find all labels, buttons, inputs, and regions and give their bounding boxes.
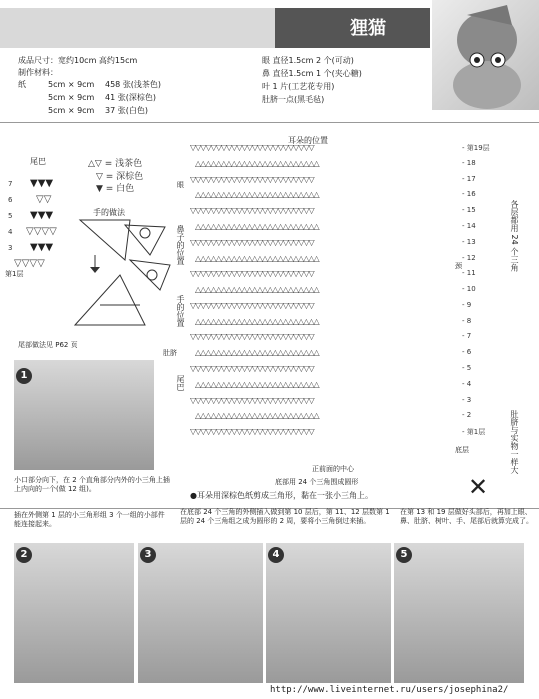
step2-photo <box>14 543 134 683</box>
triangle-row: ▽▽▽▽▽▽▽▽▽▽▽▽▽▽▽▽▽▽▽▽▽▽▽▽ <box>190 395 314 405</box>
svg-text:▼▼▼: ▼▼▼ <box>30 242 54 253</box>
hand-method-label: 手的做法 <box>93 208 125 217</box>
triangle-row: △△△△△△△△△△△△△△△△△△△△△△△△ <box>195 411 319 421</box>
row-number: - 3 <box>462 395 472 404</box>
row-number: - 7 <box>462 332 472 341</box>
row-number: - 17 <box>462 174 476 183</box>
center-label: 正前面的中心 <box>312 465 354 473</box>
triangle-row: △△△△△△△△△△△△△△△△△△△△△△△△ <box>195 316 319 326</box>
tail-position-label: 尾巴 <box>176 375 185 391</box>
step4-text: 在第 13 和 19 层做好头部后，再加上眼、鼻、肚脐、树叶、手、尾部后就算完成了。 <box>400 508 533 525</box>
nose-position-label: 鼻子的位置 <box>176 225 185 265</box>
row-number: - 9 <box>462 300 472 309</box>
row-number: - 第1层 <box>462 428 486 437</box>
triangle-row: △△△△△△△△△△△△△△△△△△△△△△△△ <box>195 158 319 168</box>
triangle-row: ▽▽▽▽▽▽▽▽▽▽▽▽▽▽▽▽▽▽▽▽▽▽▽▽ <box>190 143 314 152</box>
navel-label: 肚脐 <box>163 349 177 357</box>
right-note-bottom: 肚脐与实物一样大 <box>510 410 519 474</box>
raccoon-model-image <box>432 0 539 110</box>
paper-size-3: 5cm × 9cm <box>48 106 95 115</box>
step1-photo <box>14 360 154 470</box>
row-labels <box>462 143 507 443</box>
hand-position-label: 手的位置 <box>176 295 185 327</box>
row-number: - 10 <box>462 285 476 294</box>
triangle-row: △△△△△△△△△△△△△△△△△△△△△△△△ <box>195 285 319 295</box>
triangle-row: ▽▽▽▽▽▽▽▽▽▽▽▽▽▽▽▽▽▽▽▽▽▽▽▽ <box>190 206 314 216</box>
legend-dark: ▽ = 深棕色 <box>96 172 144 182</box>
svg-text:▽▽: ▽▽ <box>36 194 52 205</box>
bottom-layer-label: 底层 <box>455 446 469 454</box>
legend-light: △▽ = 浅茶色 <box>88 159 143 169</box>
tail-label: 尾巴 <box>30 157 46 166</box>
row-number: - 第19层 <box>462 144 490 152</box>
row-number: - 13 <box>462 237 476 246</box>
paper-count-3: 37 张(白色) <box>105 106 148 115</box>
row-number: - 6 <box>462 348 472 357</box>
triangle-row: ▽▽▽▽▽▽▽▽▽▽▽▽▽▽▽▽▽▽▽▽▽▽▽▽ <box>190 174 314 184</box>
row-number: - 4 <box>462 379 472 388</box>
triangle-row: ▽▽▽▽▽▽▽▽▽▽▽▽▽▽▽▽▽▽▽▽▽▽▽▽ <box>190 364 314 374</box>
size-line: 成品尺寸：宽约10cm 高约15cm <box>18 56 138 65</box>
finished-model-photo <box>432 0 539 110</box>
svg-text:7: 7 <box>8 180 13 188</box>
triangle-row: △△△△△△△△△△△△△△△△△△△△△△△△ <box>195 379 319 389</box>
row-number: - 15 <box>462 206 476 215</box>
svg-text:4: 4 <box>8 228 13 236</box>
page-title: 狸猫 <box>350 18 386 39</box>
triangle-row: △△△△△△△△△△△△△△△△△△△△△△△△ <box>195 221 319 231</box>
row-number: - 12 <box>462 253 476 262</box>
triangle-row: ▽▽▽▽▽▽▽▽▽▽▽▽▽▽▽▽▽▽▽▽▽▽▽▽ <box>190 427 314 437</box>
triangle-grid <box>190 143 460 443</box>
svg-text:5: 5 <box>8 212 13 220</box>
step4-photo <box>266 543 391 683</box>
bottom-note: 底部用 24 个三角围成圆形 <box>275 478 359 486</box>
step5-photo <box>394 543 524 683</box>
triangle-row: ▽▽▽▽▽▽▽▽▽▽▽▽▽▽▽▽▽▽▽▽▽▽▽▽ <box>190 237 314 247</box>
row-number: - 8 <box>462 316 472 325</box>
triangle-row: △△△△△△△△△△△△△△△△△△△△△△△△ <box>195 190 319 200</box>
ear-position-label: 耳朵的位置 <box>288 136 328 145</box>
step1-number: 1 <box>16 368 32 384</box>
neck-label: 颈 <box>455 262 462 270</box>
svg-text:▽▽▽▽: ▽▽▽▽ <box>26 226 57 237</box>
paper-count-2: 41 张(深棕色) <box>105 93 156 102</box>
paper-label: 纸 <box>18 80 26 89</box>
step1-text: 小口部分向下，在 2 个直角部分内外的小三角上插上内向的一个(做 12 组)。 <box>14 476 170 493</box>
triangle-row: △△△△△△△△△△△△△△△△△△△△△△△△ <box>195 348 319 358</box>
row-number: - 14 <box>462 221 476 230</box>
extra-eye: 眼 直径1.5cm 2 个(可动) <box>262 56 354 65</box>
row-number: - 16 <box>462 190 476 199</box>
ear-note: ●耳朵用深棕色纸剪成三角形，黏在一张小三角上。 <box>190 491 373 500</box>
step5-number: 5 <box>396 547 412 563</box>
step3-text: 在底部 24 个三角的外侧插入做到第 10 层后，第 11、12 层数第 1 层的 24 个三角组之成为圆形的 2 周，要将小三角倒过来插。 <box>180 508 390 525</box>
close-icon: ✕ <box>468 473 489 501</box>
row-number: - 2 <box>462 411 472 420</box>
svg-text:▽▽▽▽: ▽▽▽▽ <box>14 258 45 269</box>
triangle-row: ▽▽▽▽▽▽▽▽▽▽▽▽▽▽▽▽▽▽▽▽▽▽▽▽ <box>190 332 314 342</box>
paper-count-1: 458 张(浅茶色) <box>105 80 162 89</box>
extra-navel: 肚脐一点(黑毛毡) <box>262 95 325 104</box>
svg-text:6: 6 <box>8 196 13 204</box>
step2-number: 2 <box>16 547 32 563</box>
tail-diagram <box>8 170 78 280</box>
divider <box>0 122 539 123</box>
svg-text:▼▼▼: ▼▼▼ <box>30 210 54 221</box>
triangle-row: ▽▽▽▽▽▽▽▽▽▽▽▽▽▽▽▽▽▽▽▽▽▽▽▽ <box>190 269 314 279</box>
svg-text:▼▼▼: ▼▼▼ <box>30 178 54 189</box>
step3-number: 3 <box>140 547 156 563</box>
footer-url: http://www.liveinternet.ru/users/josephina2/ <box>270 685 509 695</box>
step4-number: 4 <box>268 547 284 563</box>
paper-size-1: 5cm × 9cm <box>48 80 95 89</box>
triangle-row: ▽▽▽▽▽▽▽▽▽▽▽▽▽▽▽▽▽▽▽▽▽▽▽▽ <box>190 300 314 310</box>
triangle-row: △△△△△△△△△△△△△△△△△△△△△△△△ <box>195 253 319 263</box>
extra-nose: 鼻 直径1.5cm 1 个(夹心糖) <box>262 69 362 78</box>
eye-label: 眼 <box>177 181 184 189</box>
step2-text: 插在外侧第 1 层的小三角形组 3 个一组的小部件能连接起来。 <box>14 511 165 528</box>
row-one-label: 第1层 <box>5 270 24 278</box>
row-number: - 18 <box>462 158 476 167</box>
paper-size-2: 5cm × 9cm <box>48 93 95 102</box>
extra-leaf: 叶 1 片(工艺花专用) <box>262 82 335 91</box>
step3-photo <box>138 543 263 683</box>
hand-method-diagram <box>70 215 175 335</box>
right-note-top: 各层都用 24 个三角 <box>510 200 519 272</box>
materials-heading: 制作材料： <box>18 68 58 77</box>
row-number: - 5 <box>462 364 472 373</box>
svg-text:3: 3 <box>8 244 13 252</box>
tail-ref-label: 尾部做法见 P62 页 <box>18 341 78 349</box>
row-number: - 11 <box>462 269 476 278</box>
legend-white: ▼ = 白色 <box>96 184 135 194</box>
